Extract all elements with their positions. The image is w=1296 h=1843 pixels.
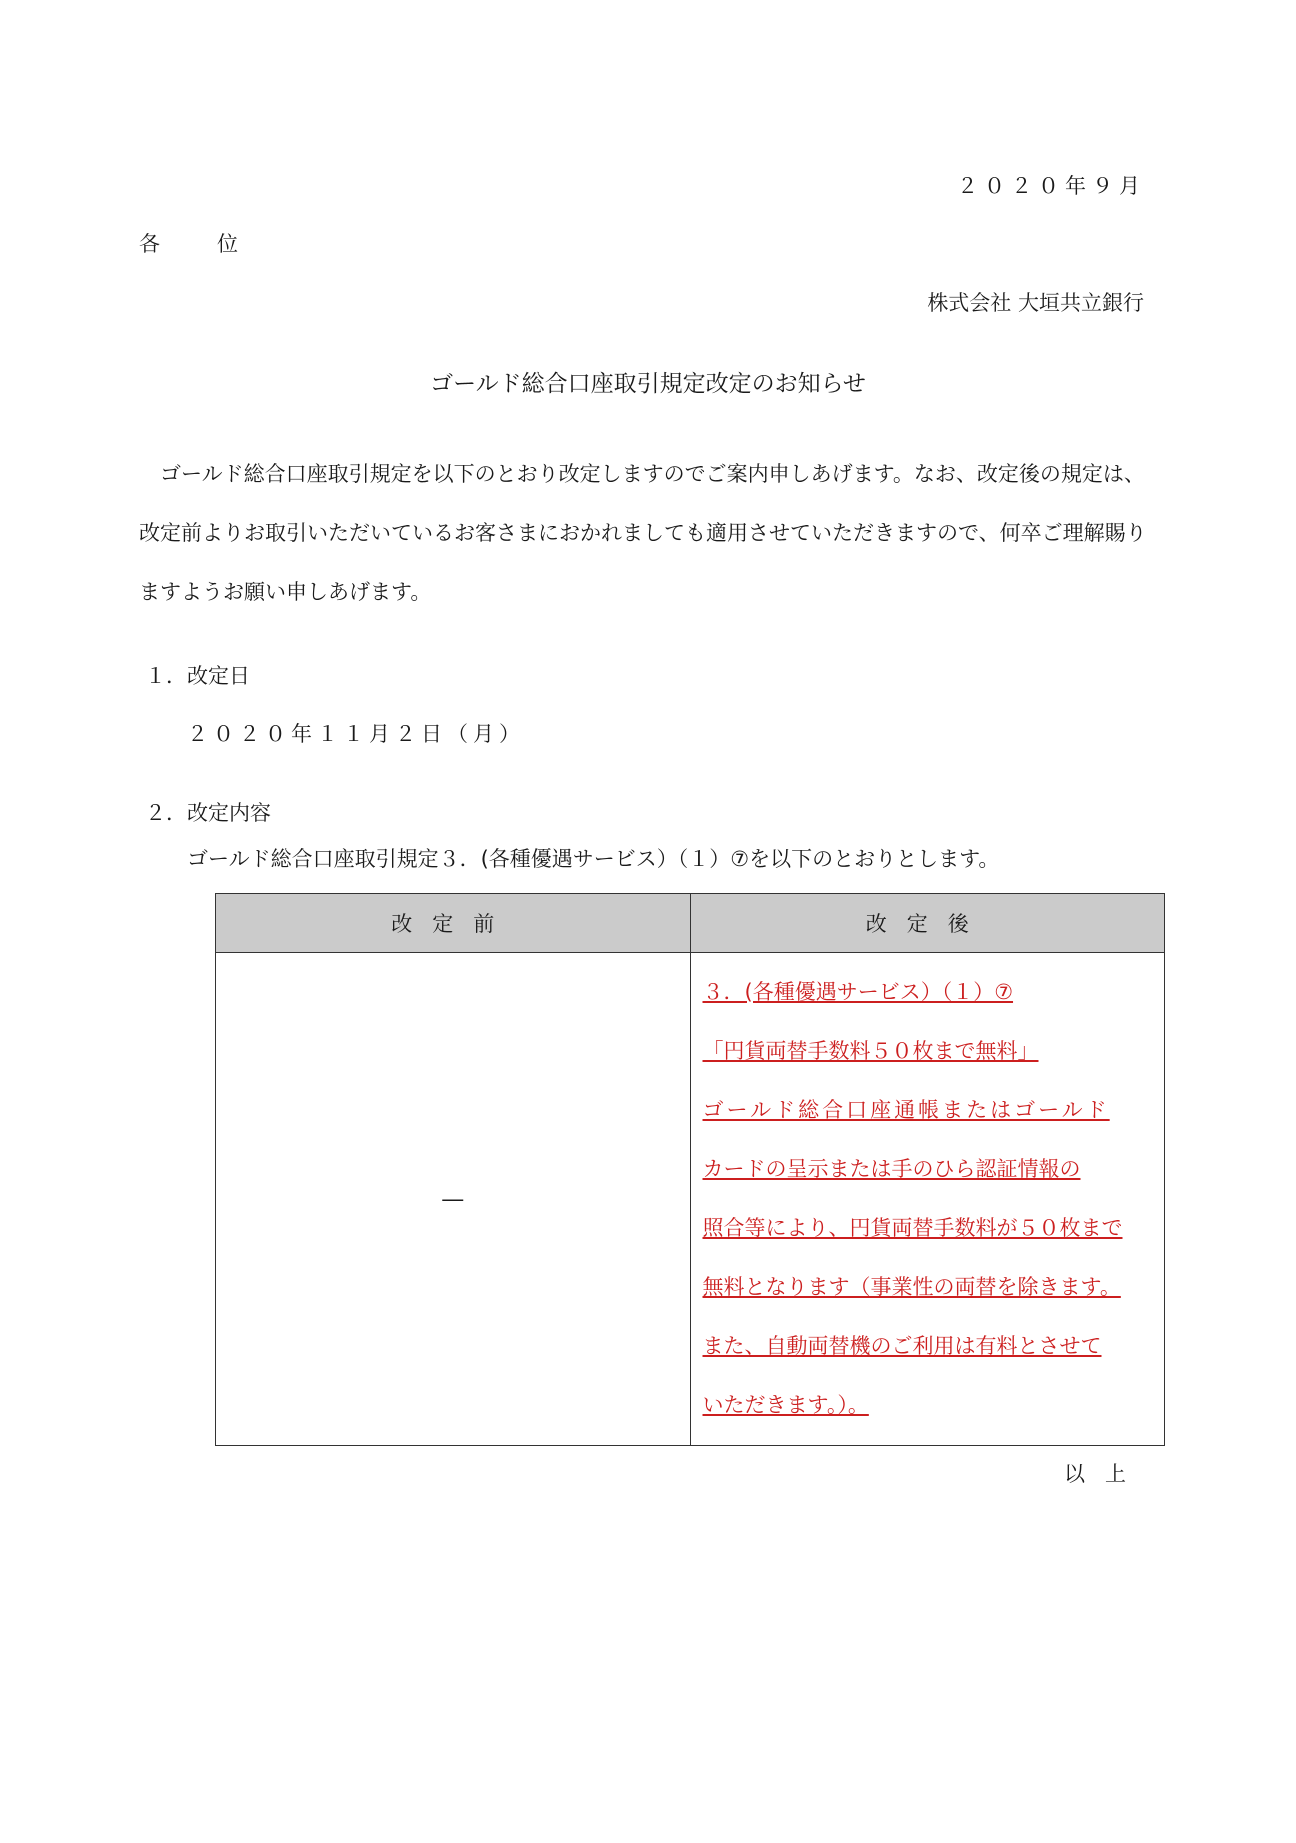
after-line: いただきます。）。 [702,1393,869,1417]
after-line: ３．(各種優遇サービス）（１）⑦ [702,980,1014,1004]
section-2-body: ゴールド総合口座取引規定３．(各種優遇サービス）（１）⑦を以下のとおりとします。 [187,847,1000,871]
revision-table [215,893,1165,1446]
after-line: また、自動両替機のご利用は有料とさせて [702,1334,1102,1358]
after-line: 「円貨両替手数料５０枚まで無料」 [702,1039,1039,1063]
after-line: カードの呈示または手のひら認証情報の [702,1157,1081,1181]
sender-name: 株式会社 大垣共立銀行 [927,291,1144,315]
section-1-body: ２０２０年１１月２日（月） [187,722,525,746]
column-header-after: 改定後 [690,894,1165,953]
after-cell [690,953,1165,1446]
after-line: ゴールド総合口座通帳またはゴールド [702,1098,1110,1122]
addressee: 各 位 [139,232,256,256]
after-line: 無料となります（事業性の両替を除きます。 [702,1275,1121,1299]
table-row [216,953,1165,1446]
before-cell: ― [216,953,691,1446]
column-header-before: 改定前 [216,894,691,953]
section-1-heading: １．改定日 [145,664,250,688]
document-title: ゴールド総合口座取引規定改定のお知らせ [430,371,866,397]
closing-mark: 以上 [1064,1462,1146,1486]
intro-paragraph: ゴールド総合口座取引規定を以下のとおり改定しますのでご案内申しあげます。なお、改定後の規定は、改定前よりお取引いただいているお客さまにおかれましても適用させていただきますので、何卒ご理解賜りますようお願い申しあげます。 [139,462,1147,604]
section-2-heading: ２．改定内容 [145,801,271,825]
after-line: 照合等により、円貨両替手数料が５０枚まで [702,1216,1123,1240]
document-date: ２０２０年９月 [957,174,1146,198]
